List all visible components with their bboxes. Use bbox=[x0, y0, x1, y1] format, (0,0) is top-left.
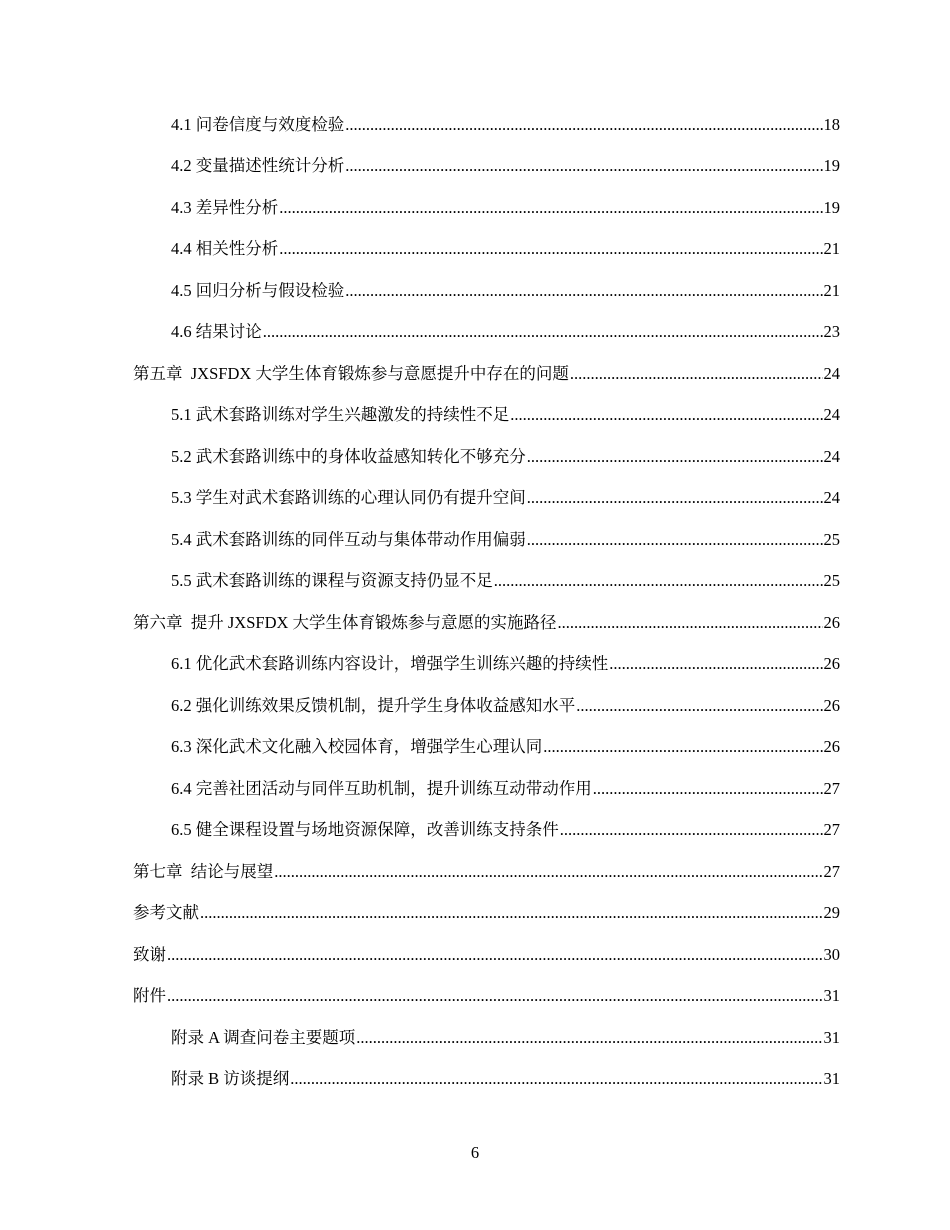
toc-entry-title: 第六章 提升 JXSFDX 大学生体育锻炼参与意愿的实施路径 bbox=[133, 613, 557, 632]
toc-entry-6-3[interactable] bbox=[171, 730, 840, 758]
toc-entry-title: 附录 B 访谈提纲 bbox=[171, 1069, 290, 1088]
toc-leader-dots bbox=[593, 778, 823, 800]
toc-entry-title: 4.3 差异性分析 bbox=[171, 198, 279, 217]
toc-entry-5-1[interactable] bbox=[171, 398, 840, 426]
toc-entry-title: 4.1 问卷信度与效度检验 bbox=[171, 115, 345, 134]
toc-leader-dots bbox=[290, 1068, 822, 1090]
toc-leader-dots bbox=[494, 570, 823, 592]
toc-entry-4-1[interactable] bbox=[171, 108, 840, 136]
toc-entry-title: 6.2 强化训练效果反馈机制，提升学生身体收益感知水平 bbox=[171, 696, 576, 715]
toc-entry-page: 24 bbox=[823, 364, 840, 383]
toc-entry-title: 5.2 武术套路训练中的身体收益感知转化不够充分 bbox=[171, 447, 526, 466]
toc-entry-6-5[interactable] bbox=[171, 813, 840, 841]
toc-leader-dots bbox=[279, 238, 822, 260]
toc-entry-page: 30 bbox=[823, 945, 840, 964]
toc-leader-dots bbox=[558, 612, 823, 634]
toc-leader-dots bbox=[345, 280, 822, 302]
toc-entry-page: 19 bbox=[823, 156, 840, 175]
toc-entry-page: 26 bbox=[823, 654, 840, 673]
toc-leader-dots bbox=[570, 363, 823, 385]
toc-leader-dots bbox=[543, 736, 822, 758]
toc-entry-page: 27 bbox=[823, 779, 840, 798]
toc-entry-page: 27 bbox=[823, 820, 840, 839]
toc-entry-chapter-6[interactable] bbox=[133, 606, 840, 634]
toc-entry-title: 4.2 变量描述性统计分析 bbox=[171, 156, 345, 175]
toc-leader-dots bbox=[200, 902, 823, 924]
toc-entry-title: 6.3 深化武术文化融入校园体育，增强学生心理认同 bbox=[171, 737, 543, 756]
toc-leader-dots bbox=[167, 944, 823, 966]
toc-entry-title: 附件 bbox=[133, 986, 166, 1005]
toc-entry-5-4[interactable] bbox=[171, 523, 840, 551]
toc-leader-dots bbox=[609, 653, 822, 675]
toc-entry-title: 5.4 武术套路训练的同伴互动与集体带动作用偏弱 bbox=[171, 530, 526, 549]
toc-entry-title: 4.4 相关性分析 bbox=[171, 239, 279, 258]
toc-entry-title: 5.5 武术套路训练的课程与资源支持仍显不足 bbox=[171, 571, 493, 590]
toc-entry-title: 5.1 武术套路训练对学生兴趣激发的持续性不足 bbox=[171, 405, 510, 424]
toc-leader-dots bbox=[527, 487, 823, 509]
toc-entry-title: 4.5 回归分析与假设检验 bbox=[171, 281, 345, 300]
toc-leader-dots bbox=[527, 446, 823, 468]
toc-entry-page: 18 bbox=[823, 115, 840, 134]
toc-entry-5-2[interactable] bbox=[171, 440, 840, 468]
toc-entry-page: 25 bbox=[823, 530, 840, 549]
toc-entry-appendix-b[interactable] bbox=[171, 1062, 840, 1090]
toc-leader-dots bbox=[356, 1027, 822, 1049]
toc-entry-6-4[interactable] bbox=[171, 772, 840, 800]
toc-entry-4-2[interactable] bbox=[171, 149, 840, 177]
toc-entry-title: 第七章 结论与展望 bbox=[133, 862, 274, 881]
toc-leader-dots bbox=[345, 114, 822, 136]
toc-leader-dots bbox=[527, 529, 823, 551]
toc-entry-page: 31 bbox=[823, 986, 840, 1005]
toc-leader-dots bbox=[279, 197, 822, 219]
toc-entry-appendix-a[interactable] bbox=[171, 1021, 840, 1049]
toc-entry-6-2[interactable] bbox=[171, 689, 840, 717]
toc-entry-page: 26 bbox=[823, 613, 840, 632]
toc-entry-5-3[interactable] bbox=[171, 481, 840, 509]
toc-entry-title: 6.5 健全课程设置与场地资源保障，改善训练支持条件 bbox=[171, 820, 559, 839]
toc-entry-chapter-5[interactable] bbox=[133, 357, 840, 385]
toc-entry-page: 29 bbox=[823, 903, 840, 922]
toc-entry-title: 附录 A 调查问卷主要题项 bbox=[171, 1028, 356, 1047]
toc-leader-dots bbox=[263, 321, 823, 343]
toc-entry-6-1[interactable] bbox=[171, 647, 840, 675]
toc-entry-page: 24 bbox=[823, 447, 840, 466]
toc-entry-title: 5.3 学生对武术套路训练的心理认同仍有提升空间 bbox=[171, 488, 526, 507]
toc-entry-page: 19 bbox=[823, 198, 840, 217]
toc-entry-page: 24 bbox=[823, 405, 840, 424]
toc-leader-dots bbox=[510, 404, 822, 426]
toc-entry-title: 第五章 JXSFDX 大学生体育锻炼参与意愿提升中存在的问题 bbox=[133, 364, 569, 383]
toc-leader-dots bbox=[167, 985, 823, 1007]
toc-leader-dots bbox=[560, 819, 823, 841]
toc-entry-references[interactable] bbox=[133, 896, 840, 924]
toc-entry-page: 23 bbox=[823, 322, 840, 341]
toc-entry-4-4[interactable] bbox=[171, 232, 840, 260]
toc-entry-page: 21 bbox=[823, 281, 840, 300]
toc-entry-title: 4.6 结果讨论 bbox=[171, 322, 262, 341]
page-number: 6 bbox=[470, 1143, 480, 1162]
toc-entry-page: 25 bbox=[823, 571, 840, 590]
toc-entry-title: 6.1 优化武术套路训练内容设计，增强学生训练兴趣的持续性 bbox=[171, 654, 609, 673]
toc-entry-page: 27 bbox=[823, 862, 840, 881]
toc-entry-acknowledgements[interactable] bbox=[133, 938, 840, 966]
toc-entry-chapter-7[interactable] bbox=[133, 855, 840, 883]
toc-entry-page: 21 bbox=[823, 239, 840, 258]
toc-entry-page: 31 bbox=[823, 1028, 840, 1047]
toc-entry-page: 31 bbox=[823, 1069, 840, 1088]
toc-entry-4-5[interactable] bbox=[171, 274, 840, 302]
toc-entry-4-6[interactable] bbox=[171, 315, 840, 343]
toc-entry-page: 26 bbox=[823, 737, 840, 756]
toc-entry-title: 致谢 bbox=[133, 945, 166, 964]
toc-entry-attachments[interactable] bbox=[133, 979, 840, 1007]
toc-leader-dots bbox=[576, 695, 822, 717]
toc-leader-dots bbox=[345, 155, 822, 177]
toc-entry-title: 6.4 完善社团活动与同伴互助机制，提升训练互动带动作用 bbox=[171, 779, 592, 798]
toc-entry-5-5[interactable] bbox=[171, 564, 840, 592]
toc-entry-page: 26 bbox=[823, 696, 840, 715]
toc-entry-page: 24 bbox=[823, 488, 840, 507]
toc-entry-title: 参考文献 bbox=[133, 903, 199, 922]
toc-entry-4-3[interactable] bbox=[171, 191, 840, 219]
toc-leader-dots bbox=[274, 861, 822, 883]
